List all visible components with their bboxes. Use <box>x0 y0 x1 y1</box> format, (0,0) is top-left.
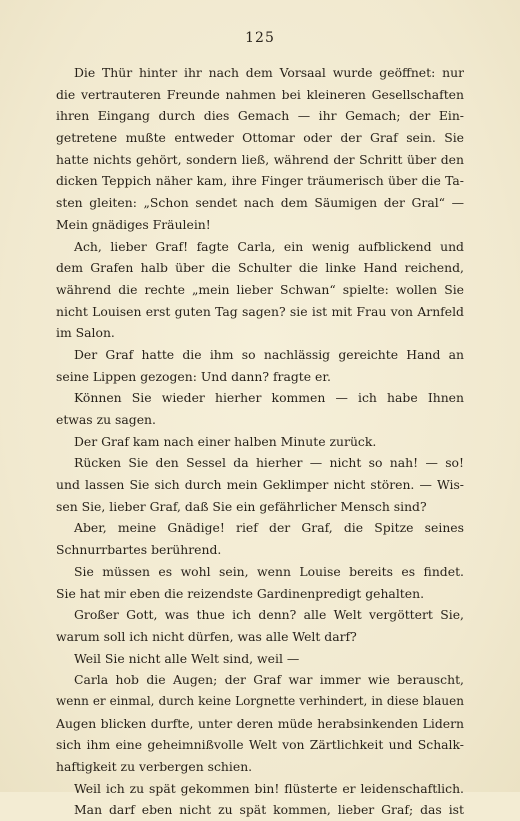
text-line: Mein gnädiges Fräulein! <box>56 216 211 232</box>
text-line: Sie müssen es wohl sein, wenn Louise bereits es findet. <box>74 563 464 579</box>
text-line: wenn er einmal, durch keine Lorgnette verhindert, in diese blauen <box>56 693 464 708</box>
text-line: Carla hob die Augen; der Graf war immer wie berauscht, <box>74 672 464 688</box>
text-line: Können Sie wieder hierher kommen — ich habe Ihnen <box>74 390 464 406</box>
text-line: dicken Teppich näher kam, ihre Finger träumerisch über die Ta- <box>56 173 464 189</box>
text-line: Großer Gott, was thue ich denn? alle Welt vergöttert Sie, <box>74 607 464 623</box>
text-line: Weil Sie nicht alle Welt sind, weil — <box>74 650 300 666</box>
text-line: Der Graf kam nach einer halben Minute zurück. <box>74 433 377 449</box>
text-line: ihren Eingang durch dies Gemach — ihr Gemach; der Ein- <box>56 108 464 124</box>
text-line: Die Thür hinter ihr nach dem Vorsaal wurde geöffnet: nur <box>74 65 464 80</box>
text-line: getretene mußte entweder Ottomar oder der Graf sein. Sie <box>56 130 464 146</box>
text-line: haftigkeit zu verbergen schien. <box>56 759 253 774</box>
text-line: Aber, meine Gnädige! rief der Graf, die Spitze seines <box>74 520 464 536</box>
text-line: die vertrauteren Freunde nahmen bei kleineren Gesellschaften <box>56 86 464 102</box>
text-line: etwas zu sagen. <box>56 412 156 427</box>
text-line: Man darf eben nicht zu spät kommen, lieber Graf; das ist <box>74 802 464 818</box>
text-line: sten gleiten: „Schon sendet nach dem Säumigen der Gral“ — <box>56 195 464 211</box>
text-line: im Salon. <box>56 325 115 341</box>
text-line: Rücken Sie den Sessel da hierher — nicht so nah! — so! <box>74 455 464 471</box>
text-line: Sie hat mir eben die reizendste Gardinenpredigt gehalten. <box>56 585 425 601</box>
text-line: sich ihm eine geheimnißvolle Welt von Zärtlichkeit und Schalk- <box>56 737 464 753</box>
text-line: Der Graf hatte die ihm so nachlässig gereichte Hand an <box>74 346 464 362</box>
text-line: dem Grafen halb über die Schulter die linke Hand reichend, <box>56 260 464 276</box>
text-line: Ach, lieber Graf! fagte Carla, ein wenig aufblickend und <box>74 238 464 254</box>
page-number: 125 <box>245 30 275 46</box>
body-text <box>56 62 464 821</box>
text-line: sen Sie, lieber Graf, daß Sie ein gefährlicher Mensch sind? <box>56 498 427 514</box>
text-line: hatte nichts gehört, sondern ließ, während der Schritt über den <box>56 151 464 167</box>
text-line: Augen blicken durfte, unter deren müde herabsinkenden Lidern <box>56 715 464 731</box>
text-line: Schnurrbartes berührend. <box>56 542 222 558</box>
text-line: Weil ich zu spät gekommen bin! flüsterte er leidenschaftlich. <box>74 780 464 796</box>
text-line: seine Lippen gezogen: Und dann? fragte er. <box>56 368 331 384</box>
text-line: warum soll ich nicht dürfen, was alle Welt darf? <box>56 628 357 644</box>
text-line: und lassen Sie sich durch mein Geklimper nicht stören. — Wis- <box>56 477 464 493</box>
text-line: nicht Louisen erst guten Tag sagen? sie ist mit Frau von Arnfeld <box>56 303 464 319</box>
text-line: während die rechte „mein lieber Schwan“ spielte: wollen Sie <box>56 281 464 297</box>
